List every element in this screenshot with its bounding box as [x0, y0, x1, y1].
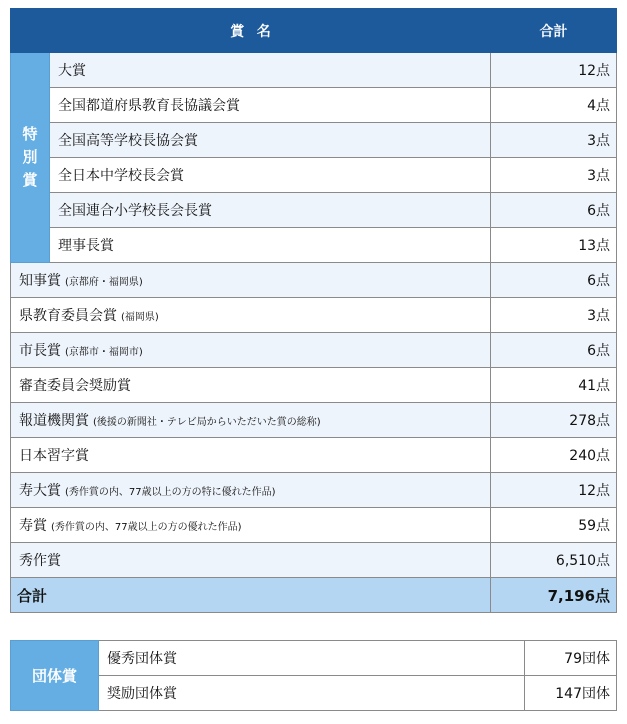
group-award-label: 団体賞	[11, 641, 99, 711]
award-note: (秀作賞の内、77歳以上の方の特に優れた作品)	[65, 487, 276, 498]
table-row	[11, 508, 617, 543]
group-award-count: 147団体	[525, 676, 617, 711]
award-name: 日本習字賞	[19, 448, 89, 464]
award-name-cell	[11, 508, 491, 543]
award-name-cell	[11, 368, 491, 403]
award-note: (京都市・福岡市)	[65, 347, 143, 358]
award-note: (福岡県)	[121, 312, 159, 323]
table-row	[11, 298, 617, 333]
table-row	[11, 543, 617, 578]
header-total: 合計	[491, 9, 617, 53]
award-name-cell	[11, 263, 491, 298]
table-row	[11, 641, 617, 676]
award-count: 278点	[491, 403, 617, 438]
table-row	[11, 676, 617, 711]
group-award-name: 優秀団体賞	[99, 641, 525, 676]
award-note: (秀作賞の内、77歳以上の方の優れた作品)	[51, 522, 242, 533]
award-name: 全国高等学校長協会賞	[50, 123, 491, 158]
award-count: 3点	[491, 298, 617, 333]
award-name-cell	[11, 473, 491, 508]
table-row	[11, 123, 617, 158]
award-name-cell	[11, 333, 491, 368]
award-name-cell	[11, 543, 491, 578]
table-row	[11, 333, 617, 368]
table-row	[11, 473, 617, 508]
award-count: 59点	[491, 508, 617, 543]
group-awards-table	[10, 640, 617, 711]
table-row	[11, 263, 617, 298]
award-name: 寿賞	[19, 518, 47, 534]
table-row	[11, 53, 617, 88]
award-name: 市長賞	[19, 343, 61, 359]
award-count: 12点	[491, 473, 617, 508]
award-name: 審査委員会奨励賞	[19, 378, 131, 394]
award-count: 41点	[491, 368, 617, 403]
award-name: 大賞	[50, 53, 491, 88]
award-count: 4点	[491, 88, 617, 123]
award-count: 3点	[491, 123, 617, 158]
award-name: 知事賞	[19, 273, 61, 289]
total-label: 合計	[11, 578, 491, 613]
award-count: 6点	[491, 333, 617, 368]
table-row	[11, 368, 617, 403]
group-award-count: 79団体	[525, 641, 617, 676]
table-row	[11, 193, 617, 228]
award-name: 全日本中学校長会賞	[50, 158, 491, 193]
table-row	[11, 228, 617, 263]
award-name: 寿大賞	[19, 483, 61, 499]
award-count: 240点	[491, 438, 617, 473]
header-row	[11, 9, 617, 53]
award-name: 理事長賞	[50, 228, 491, 263]
award-name: 報道機関賞	[19, 413, 89, 429]
header-award-name: 賞名	[11, 9, 491, 53]
award-name: 全国連合小学校長会長賞	[50, 193, 491, 228]
table-row	[11, 88, 617, 123]
award-name: 全国都道府県教育長協議会賞	[50, 88, 491, 123]
award-name-cell	[11, 403, 491, 438]
special-award-label	[11, 53, 50, 263]
table-row	[11, 158, 617, 193]
total-row	[11, 578, 617, 613]
award-note: (京都府・福岡県)	[65, 277, 143, 288]
special-label-char: 別	[22, 148, 38, 166]
award-name: 県教育委員会賞	[19, 308, 117, 324]
award-name: 秀作賞	[19, 553, 61, 569]
award-count: 6,510点	[491, 543, 617, 578]
special-label-char: 賞	[22, 171, 38, 189]
award-name-cell	[11, 298, 491, 333]
table-row	[11, 438, 617, 473]
special-label-char: 特	[22, 125, 38, 143]
awards-table	[10, 8, 617, 613]
award-count: 6点	[491, 193, 617, 228]
award-count: 3点	[491, 158, 617, 193]
group-award-name: 奨励団体賞	[99, 676, 525, 711]
award-name-cell	[11, 438, 491, 473]
award-count: 12点	[491, 53, 617, 88]
table-row	[11, 403, 617, 438]
award-note: (後援の新聞社・テレビ局からいただいた賞の総称)	[93, 417, 321, 428]
total-value: 7,196点	[491, 578, 617, 613]
award-count: 13点	[491, 228, 617, 263]
award-count: 6点	[491, 263, 617, 298]
